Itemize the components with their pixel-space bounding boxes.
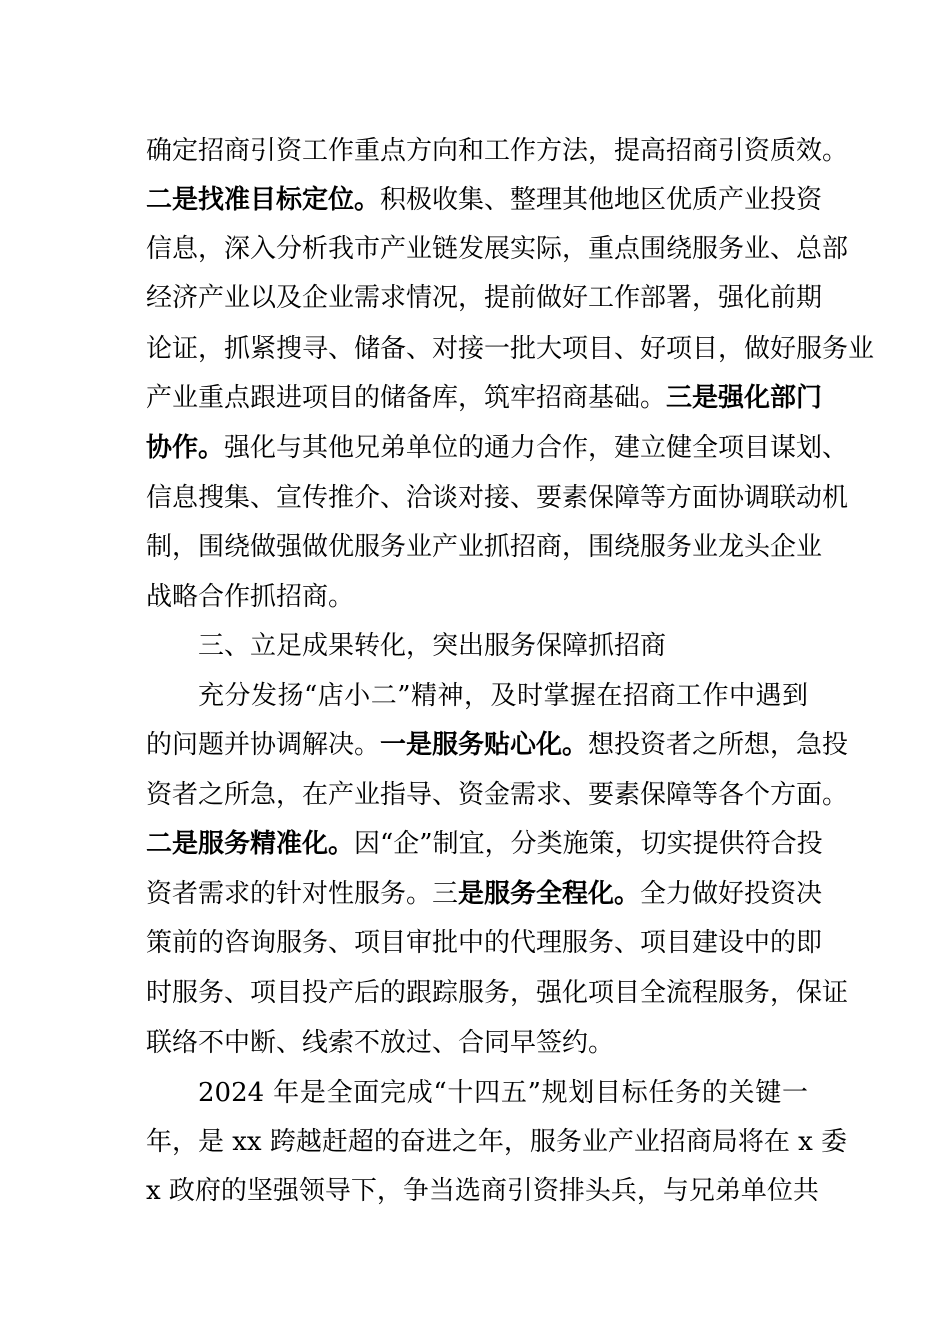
bold-phrase: 二是找准目标定位。 [146, 185, 381, 215]
text-line: 的问题并协调解决。一是服务贴心化。想投资者之所想，急投 [146, 730, 849, 760]
text-line: 2024 年是全面完成“十四五”规划目标任务的关键一 [198, 1078, 808, 1108]
text-line: 策前的咨询服务、项目审批中的代理服务、项目建设中的即 [146, 928, 823, 958]
bold-phrase: 二是服务精准化。 [146, 829, 355, 859]
text-line: 信息，深入分析我市产业链发展实际，重点围绕服务业、总部 [146, 234, 849, 264]
text-line: 产业重点跟进项目的储备库，筑牢招商基础。三是强化部门 [146, 383, 823, 413]
text-line: 制，围绕做强做优服务业产业抓招商，围绕服务业龙头企业 [146, 532, 823, 562]
text-line: 二是服务精准化。因“企”制宜，分类施策，切实提供符合投 [146, 829, 823, 859]
text-line: 联络不中断、线索不放过、合同早签约。 [146, 1028, 615, 1058]
text-line: 资者需求的针对性服务。三是服务全程化。全力做好投资决 [146, 879, 823, 909]
text-line: 年，是 xx 跨越赶超的奋进之年，服务业产业招商局将在 x 委 [146, 1127, 848, 1157]
text-line: 信息搜集、宣传推介、洽谈对接、要素保障等方面协调联动机 [146, 483, 849, 513]
text-line: 充分发扬“店小二”精神，及时掌握在招商工作中遇到 [198, 681, 808, 711]
section-heading: 三、立足成果转化，突出服务保障抓招商 [198, 631, 667, 661]
bold-phrase: 一是服务贴心化。 [380, 730, 589, 760]
bold-phrase: 协作。 [146, 433, 225, 463]
text-line: 协作。强化与其他兄弟单位的通力合作，建立健全项目谋划、 [146, 433, 849, 463]
bold-phrase: 是服务全程化。 [458, 879, 641, 909]
text-line: 确定招商引资工作重点方向和工作方法，提高招商引资质效。 [146, 136, 849, 166]
bold-phrase: 三是强化部门 [666, 383, 823, 413]
text-line: 二是找准目标定位。积极收集、整理其他地区优质产业投资 [146, 185, 823, 215]
text-line: 时服务、项目投产后的跟踪服务，强化项目全流程服务，保证 [146, 978, 849, 1008]
text-line: 资者之所急，在产业指导、资金需求、要素保障等各个方面。 [146, 780, 849, 810]
text-line: x 政府的坚强领导下，争当选商引资排头兵，与兄弟单位共 [146, 1176, 819, 1206]
text-line: 论证，抓紧搜寻、储备、对接一批大项目、好项目，做好服务业 [146, 334, 875, 364]
text-line: 战略合作抓招商。 [146, 582, 355, 612]
text-line: 经济产业以及企业需求情况，提前做好工作部署，强化前期 [146, 283, 823, 313]
